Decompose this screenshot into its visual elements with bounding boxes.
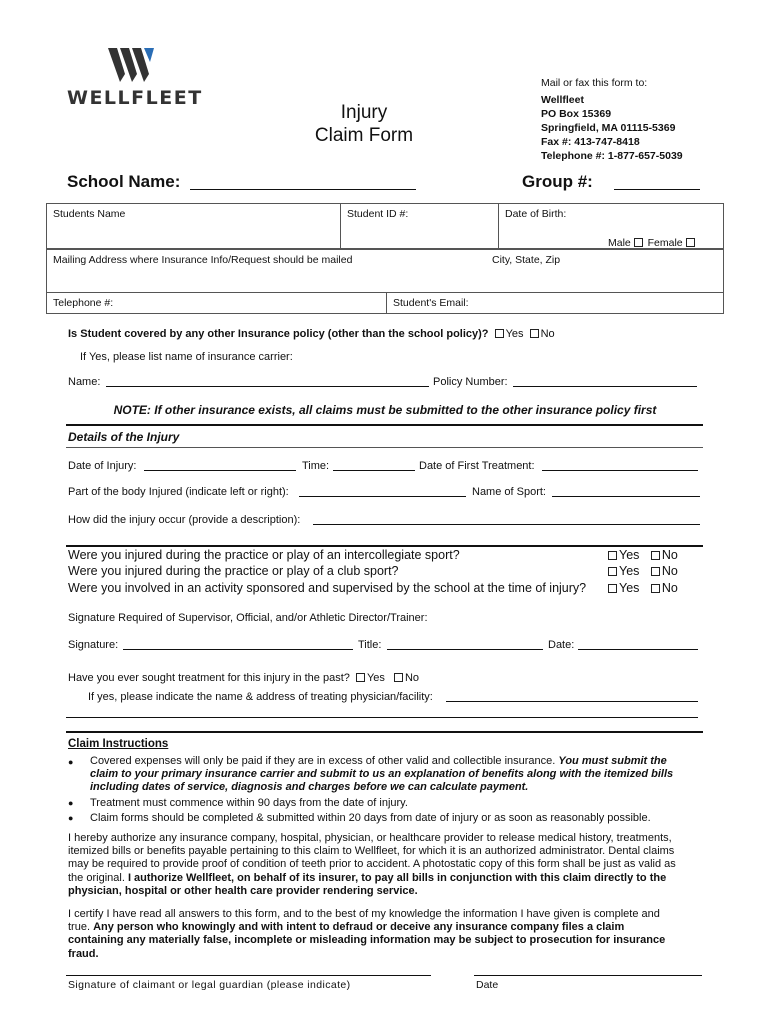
supervisor-signature-label: Signature: bbox=[68, 639, 119, 651]
sport-label: Name of Sport: bbox=[472, 486, 546, 498]
claimant-signature-line[interactable] bbox=[66, 975, 431, 976]
date-of-injury-field[interactable] bbox=[144, 459, 296, 471]
insurance-yes-checkbox[interactable] bbox=[495, 329, 504, 338]
time-field[interactable] bbox=[333, 459, 415, 471]
bullet1-bold-c: including dates of service, diagnosis and charges before we can calculate payment. bbox=[90, 781, 529, 793]
date-of-injury-label: Date of Injury: bbox=[68, 460, 137, 472]
physician-field-line2[interactable] bbox=[66, 706, 698, 718]
claim-divider bbox=[66, 731, 703, 733]
form-title bbox=[296, 101, 432, 147]
bullet1-bold-b: claim to your primary insurance carrier and submit to us an explanation of benefits along with the itemized bills bbox=[90, 768, 674, 780]
intercollegiate-yes-checkbox[interactable] bbox=[608, 551, 617, 560]
insurance-name-field[interactable] bbox=[106, 375, 429, 387]
body-part-label: Part of the body Injured (indicate left or right): bbox=[68, 486, 289, 498]
email-cell[interactable] bbox=[386, 292, 724, 314]
mail-phone: Telephone #: 1-877-657-5039 bbox=[541, 150, 683, 162]
supervisor-title-label: Title: bbox=[358, 639, 382, 651]
supervisor-date-field[interactable] bbox=[578, 638, 698, 650]
activity-no-checkbox[interactable] bbox=[651, 584, 660, 593]
question-club-sport: Were you injured during the practice or play of a club sport? bbox=[68, 564, 399, 578]
no-label: No bbox=[661, 564, 678, 578]
supervisor-signature-field[interactable] bbox=[123, 638, 353, 650]
auth-line-2: itemized bills or benefits payable pertaining to this claim to Wellfleet, for which it is an authorized administrator. Dental claims bbox=[68, 845, 675, 858]
auth-line-4-bold: I authorize Wellfleet, on behalf of its insurer, to pay all bills in conjunction with this claim directly to the bbox=[127, 871, 667, 884]
logo-text: WELLFLEET bbox=[67, 87, 203, 109]
bullet-icon: ● bbox=[68, 813, 74, 823]
mail-city: Springfield, MA 01115-5369 bbox=[541, 122, 676, 134]
bullet1-bold-a: You must submit the bbox=[558, 755, 667, 767]
cert-line-3-bold: containing any materially false, incomplete or misleading information may be subject to prosecution for insurance bbox=[68, 934, 666, 947]
time-label: Time: bbox=[302, 460, 330, 472]
claimant-date-line[interactable] bbox=[474, 975, 702, 976]
auth-line-1: I hereby authorize any insurance company, hospital, physician, or healthcare provider to release medical history, treatments, bbox=[68, 832, 672, 844]
students-name-label: Students Name bbox=[53, 208, 126, 220]
supervisor-title-field[interactable] bbox=[387, 638, 543, 650]
policy-number-field[interactable] bbox=[513, 375, 697, 387]
question-school-activity: Were you involved in an activity sponsored and supervised by the school at the time of injury? bbox=[68, 581, 587, 595]
cert-line-2-normal: true. bbox=[68, 921, 91, 934]
gender-options bbox=[608, 237, 697, 249]
mail-pobox: PO Box 15369 bbox=[541, 108, 612, 120]
telephone-label: Telephone #: bbox=[53, 297, 114, 309]
claim-bullet-3: Claim forms should be completed & submitted within 20 days from date of injury or as soon as reasonably possible. bbox=[90, 812, 651, 824]
female-label: Female bbox=[647, 237, 683, 249]
details-divider-top bbox=[66, 424, 703, 426]
supervisor-date-label: Date: bbox=[548, 639, 575, 651]
male-checkbox[interactable] bbox=[634, 238, 643, 247]
activity-yes-checkbox[interactable] bbox=[608, 584, 617, 593]
first-treatment-field[interactable] bbox=[542, 459, 698, 471]
cert-line-2-bold: Any person who knowingly and with intent to defraud or deceive any insurance company files a claim bbox=[93, 921, 625, 934]
bullet-icon: ● bbox=[68, 757, 74, 767]
question-school-activity-options bbox=[608, 581, 678, 595]
physician-label: If yes, please indicate the name & address of treating physician/facility: bbox=[88, 691, 433, 703]
club-no-checkbox[interactable] bbox=[651, 567, 660, 576]
cert-line-1: I certify I have read all answers to this form, and to the best of my knowledge the information I have given is complete and bbox=[68, 908, 660, 920]
students-name-cell[interactable] bbox=[46, 203, 341, 249]
authorization-paragraph bbox=[68, 832, 708, 898]
title-line-2: Claim Form bbox=[314, 125, 414, 146]
other-insurance-question bbox=[68, 328, 555, 340]
title-line-1: Injury bbox=[340, 102, 388, 123]
supervisor-required: Signature Required of Supervisor, Official, and/or Athletic Director/Trainer: bbox=[68, 612, 428, 624]
claimant-signature-label: Signature of claimant or legal guardian (please indicate) bbox=[68, 979, 351, 991]
auth-line-4-normal: the original. bbox=[68, 871, 125, 884]
note-text: NOTE: If other insurance exists, all claims must be submitted to the other insurance policy first bbox=[113, 403, 657, 417]
prior-treatment-no-label: No bbox=[404, 672, 420, 684]
telephone-cell[interactable] bbox=[46, 292, 387, 314]
female-checkbox[interactable] bbox=[686, 238, 695, 247]
prior-treatment-yes-label: Yes bbox=[366, 672, 385, 684]
claim-bullet-2: Treatment must commence within 90 days from the date of injury. bbox=[90, 797, 408, 809]
bullet1-normal: Covered expenses will only be paid if they are in excess of other valid and collectible insurance. bbox=[90, 755, 556, 767]
prior-treatment-text: Have you ever sought treatment for this injury in the past? bbox=[68, 672, 350, 684]
claim-heading: Claim Instructions bbox=[68, 738, 169, 750]
cert-line-4-bold: fraud. bbox=[68, 947, 99, 960]
no-label: No bbox=[661, 581, 678, 595]
male-label: Male bbox=[608, 237, 631, 249]
club-yes-checkbox[interactable] bbox=[608, 567, 617, 576]
insurance-name-label: Name: bbox=[68, 376, 101, 388]
insurance-no-label: No bbox=[540, 328, 555, 340]
mail-name: Wellfleet bbox=[541, 94, 584, 106]
auth-line-5-bold: physician, hospital or other health care provider rendering service. bbox=[68, 884, 418, 897]
mail-intro: Mail or fax this form to: bbox=[541, 77, 648, 89]
physician-field[interactable] bbox=[446, 690, 698, 702]
bullet-icon: ● bbox=[68, 798, 74, 808]
prior-treatment-yes-checkbox[interactable] bbox=[356, 673, 365, 682]
yes-label: Yes bbox=[619, 581, 640, 595]
no-label: No bbox=[661, 548, 678, 562]
student-id-cell[interactable] bbox=[340, 203, 499, 249]
prior-treatment-no-checkbox[interactable] bbox=[394, 673, 403, 682]
dob-label: Date of Birth: bbox=[505, 208, 567, 220]
school-name-field[interactable] bbox=[190, 174, 416, 190]
insurance-if-yes: If Yes, please list name of insurance carrier: bbox=[80, 351, 293, 363]
group-label: Group #: bbox=[522, 172, 593, 191]
mailing-address-label: Mailing Address where Insurance Info/Request should be mailed bbox=[53, 254, 353, 266]
mail-fax: Fax #: 413-747-8418 bbox=[541, 136, 640, 148]
email-label: Student's Email: bbox=[393, 297, 469, 309]
group-field[interactable] bbox=[614, 174, 700, 190]
auth-line-3: may be required to provide proof of condition of teeth prior to accident. A photostatic copy of this form shall be just as valid as bbox=[68, 858, 676, 871]
how-injured-field[interactable] bbox=[313, 513, 700, 525]
details-heading: Details of the Injury bbox=[68, 430, 180, 444]
student-id-label: Student ID #: bbox=[347, 208, 409, 220]
wellfleet-logo-mark bbox=[108, 44, 158, 84]
claimant-date-label: Date bbox=[476, 979, 499, 991]
insurance-yes-label: Yes bbox=[505, 328, 524, 340]
mailing-info bbox=[541, 76, 683, 163]
yes-label: Yes bbox=[619, 564, 640, 578]
policy-number-label: Policy Number: bbox=[433, 376, 508, 388]
description-divider bbox=[66, 545, 703, 547]
body-part-field[interactable] bbox=[299, 485, 466, 497]
intercollegiate-no-checkbox[interactable] bbox=[651, 551, 660, 560]
details-divider bbox=[66, 447, 703, 448]
school-name-label: School Name: bbox=[67, 172, 181, 191]
insurance-no-checkbox[interactable] bbox=[530, 329, 539, 338]
prior-treatment-question bbox=[68, 672, 419, 684]
city-state-zip-label: City, State, Zip bbox=[492, 254, 561, 266]
certification-paragraph bbox=[68, 908, 708, 961]
mailing-address-cell[interactable] bbox=[46, 249, 724, 293]
insurance-question-text: Is Student covered by any other Insurance policy (other than the school policy)? bbox=[68, 328, 489, 340]
sport-field[interactable] bbox=[552, 485, 700, 497]
question-intercollegiate-options bbox=[608, 548, 678, 562]
claim-bullet-1 bbox=[90, 755, 710, 794]
yes-label: Yes bbox=[619, 548, 640, 562]
how-injured-label: How did the injury occur (provide a description): bbox=[68, 514, 301, 526]
question-intercollegiate: Were you injured during the practice or play of an intercollegiate sport? bbox=[68, 548, 460, 562]
question-club-sport-options bbox=[608, 564, 678, 578]
first-treatment-label: Date of First Treatment: bbox=[419, 460, 535, 472]
